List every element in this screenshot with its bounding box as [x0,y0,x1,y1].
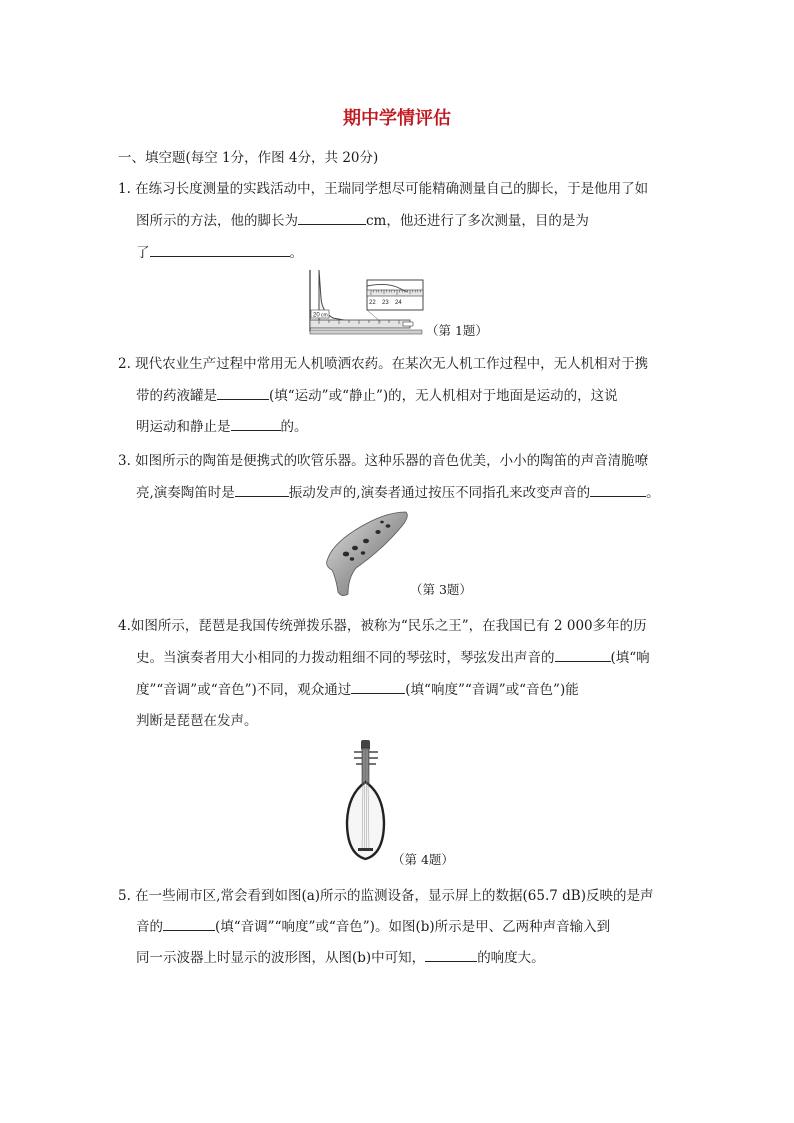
q1-caption: （第 1题） [426,323,488,338]
q3-line-2-text-c: 。 [646,485,660,501]
ruler-inset-unit: cm [321,312,328,319]
q2-line-2-text-a: 带的药液罐是 [136,388,217,404]
q4-line-4: 判断是琵琶在发声。 [136,713,258,729]
q5-line-1: 5. 在一些闹市区,常会看到如图(a)所示的监测设备，显示屏上的数据(65.7 dB)反映的是声 [118,888,654,904]
q3-blank-1[interactable] [235,482,289,497]
q1-blank-2[interactable] [150,242,290,257]
q5-line-3 [136,946,545,966]
q2-line-1: 2. 现代农业生产过程中常用无人机喷洒农药。在某次无人机工作过程中，无人机相对于携 [118,356,649,372]
q4-line-3-text-b: (填“响度”“音调”或“音色”)能 [405,682,579,698]
q1-line-1: 1. 在练习长度测量的实践活动中，王瑞同学想尽可能精确测量自己的脚长，于是他用了如 [118,181,649,197]
q3-line-2-text-a: 亮,演奏陶笛时是 [136,485,235,501]
floor-strip [310,330,422,334]
q2-blank-2[interactable] [231,416,281,431]
q5-line-3-text-a: 同一示波器上时显示的波形图，从图(b)中可知， [136,950,426,966]
zoom-tick-22: 22 [369,300,376,306]
q3-line-1: 3. 如图所示的陶笛是便携式的吹管乐器。这种乐器的音色优美，小小的陶笛的声音清脆嘹 [118,453,649,469]
pipa-figure [342,738,390,864]
q1-line-3 [136,241,303,261]
q4-caption: （第 4题） [392,852,454,867]
section-heading: 一、填空题(每空 1分，作图 4分，共 20分) [118,150,379,166]
q1-line-3-text-b: 。 [289,245,303,261]
q4-line-3-text-a: 度”“音调”或“音色”)不同，观众通过 [136,682,352,698]
q4-line-3 [136,678,579,698]
q2-blank-1[interactable] [217,385,269,400]
ocarina-figure [322,508,410,600]
zoom-tick-24: 24 [395,300,402,306]
q4-blank-2[interactable] [351,679,405,694]
zoom-ruler [367,290,423,296]
q1-blank-1[interactable] [298,210,366,225]
pipa-body [347,782,384,859]
q5-line-2-text-b: (填“音调”“响度”或“音色”)。如图(b)所示是甲、乙两种声音输入到 [215,919,611,935]
zoom-tick-23: 23 [382,300,389,306]
ruler-body [310,320,410,328]
q1-line-3-text-a: 了 [136,245,150,261]
q4-line-1: 4.如图所示，琵琶是我国传统弹拨乐器，被称为“民乐之王”，在我国已有 2 000多年的历 [118,618,647,634]
q3-blank-2[interactable] [590,482,646,497]
q2-line-3-text-a: 明运动和静止是 [136,419,231,435]
ruler-inset-label: 20 [313,312,320,319]
q2-line-2-text-b: (填“运动”或“静止”)的，无人机相对于地面是运动的，这说 [269,388,618,404]
ruler-end-cap [403,322,413,326]
q1-line-2-text-a: 图所示的方法，他的脚长为 [136,213,298,229]
q4-line-2-text-a: 史。当演奏者用大小相同的力拨动粗细不同的琴弦时，琴弦发出声音的 [136,650,555,666]
q5-blank-2[interactable] [425,947,477,962]
q4-blank-1[interactable] [555,647,611,662]
q1-line-2 [136,209,589,229]
q3-line-2-text-b: 振动发声的,演奏者通过按压不同指孔来改变声音的 [288,485,591,501]
q5-line-2 [136,915,610,935]
q5-line-2-text-a: 音的 [136,919,163,935]
q2-line-3 [136,415,308,435]
ocarina-body [327,512,408,596]
q4-line-2 [136,646,650,666]
q2-line-3-text-b: 的。 [280,419,308,435]
q2-line-2 [136,384,618,404]
q3-caption: （第 3题） [410,582,472,597]
q5-blank-1[interactable] [163,916,215,931]
pipa-bridge [358,848,373,851]
q5-line-3-text-b: 的响度大。 [477,950,545,966]
foot-ruler-figure [307,268,425,336]
q4-line-2-text-b: (填“响 [610,650,650,666]
q1-line-2-text-b: cm，他还进行了多次测量，目的是为 [366,213,589,229]
page-title: 期中学情评估 [343,108,451,129]
q3-line-2 [136,481,660,501]
